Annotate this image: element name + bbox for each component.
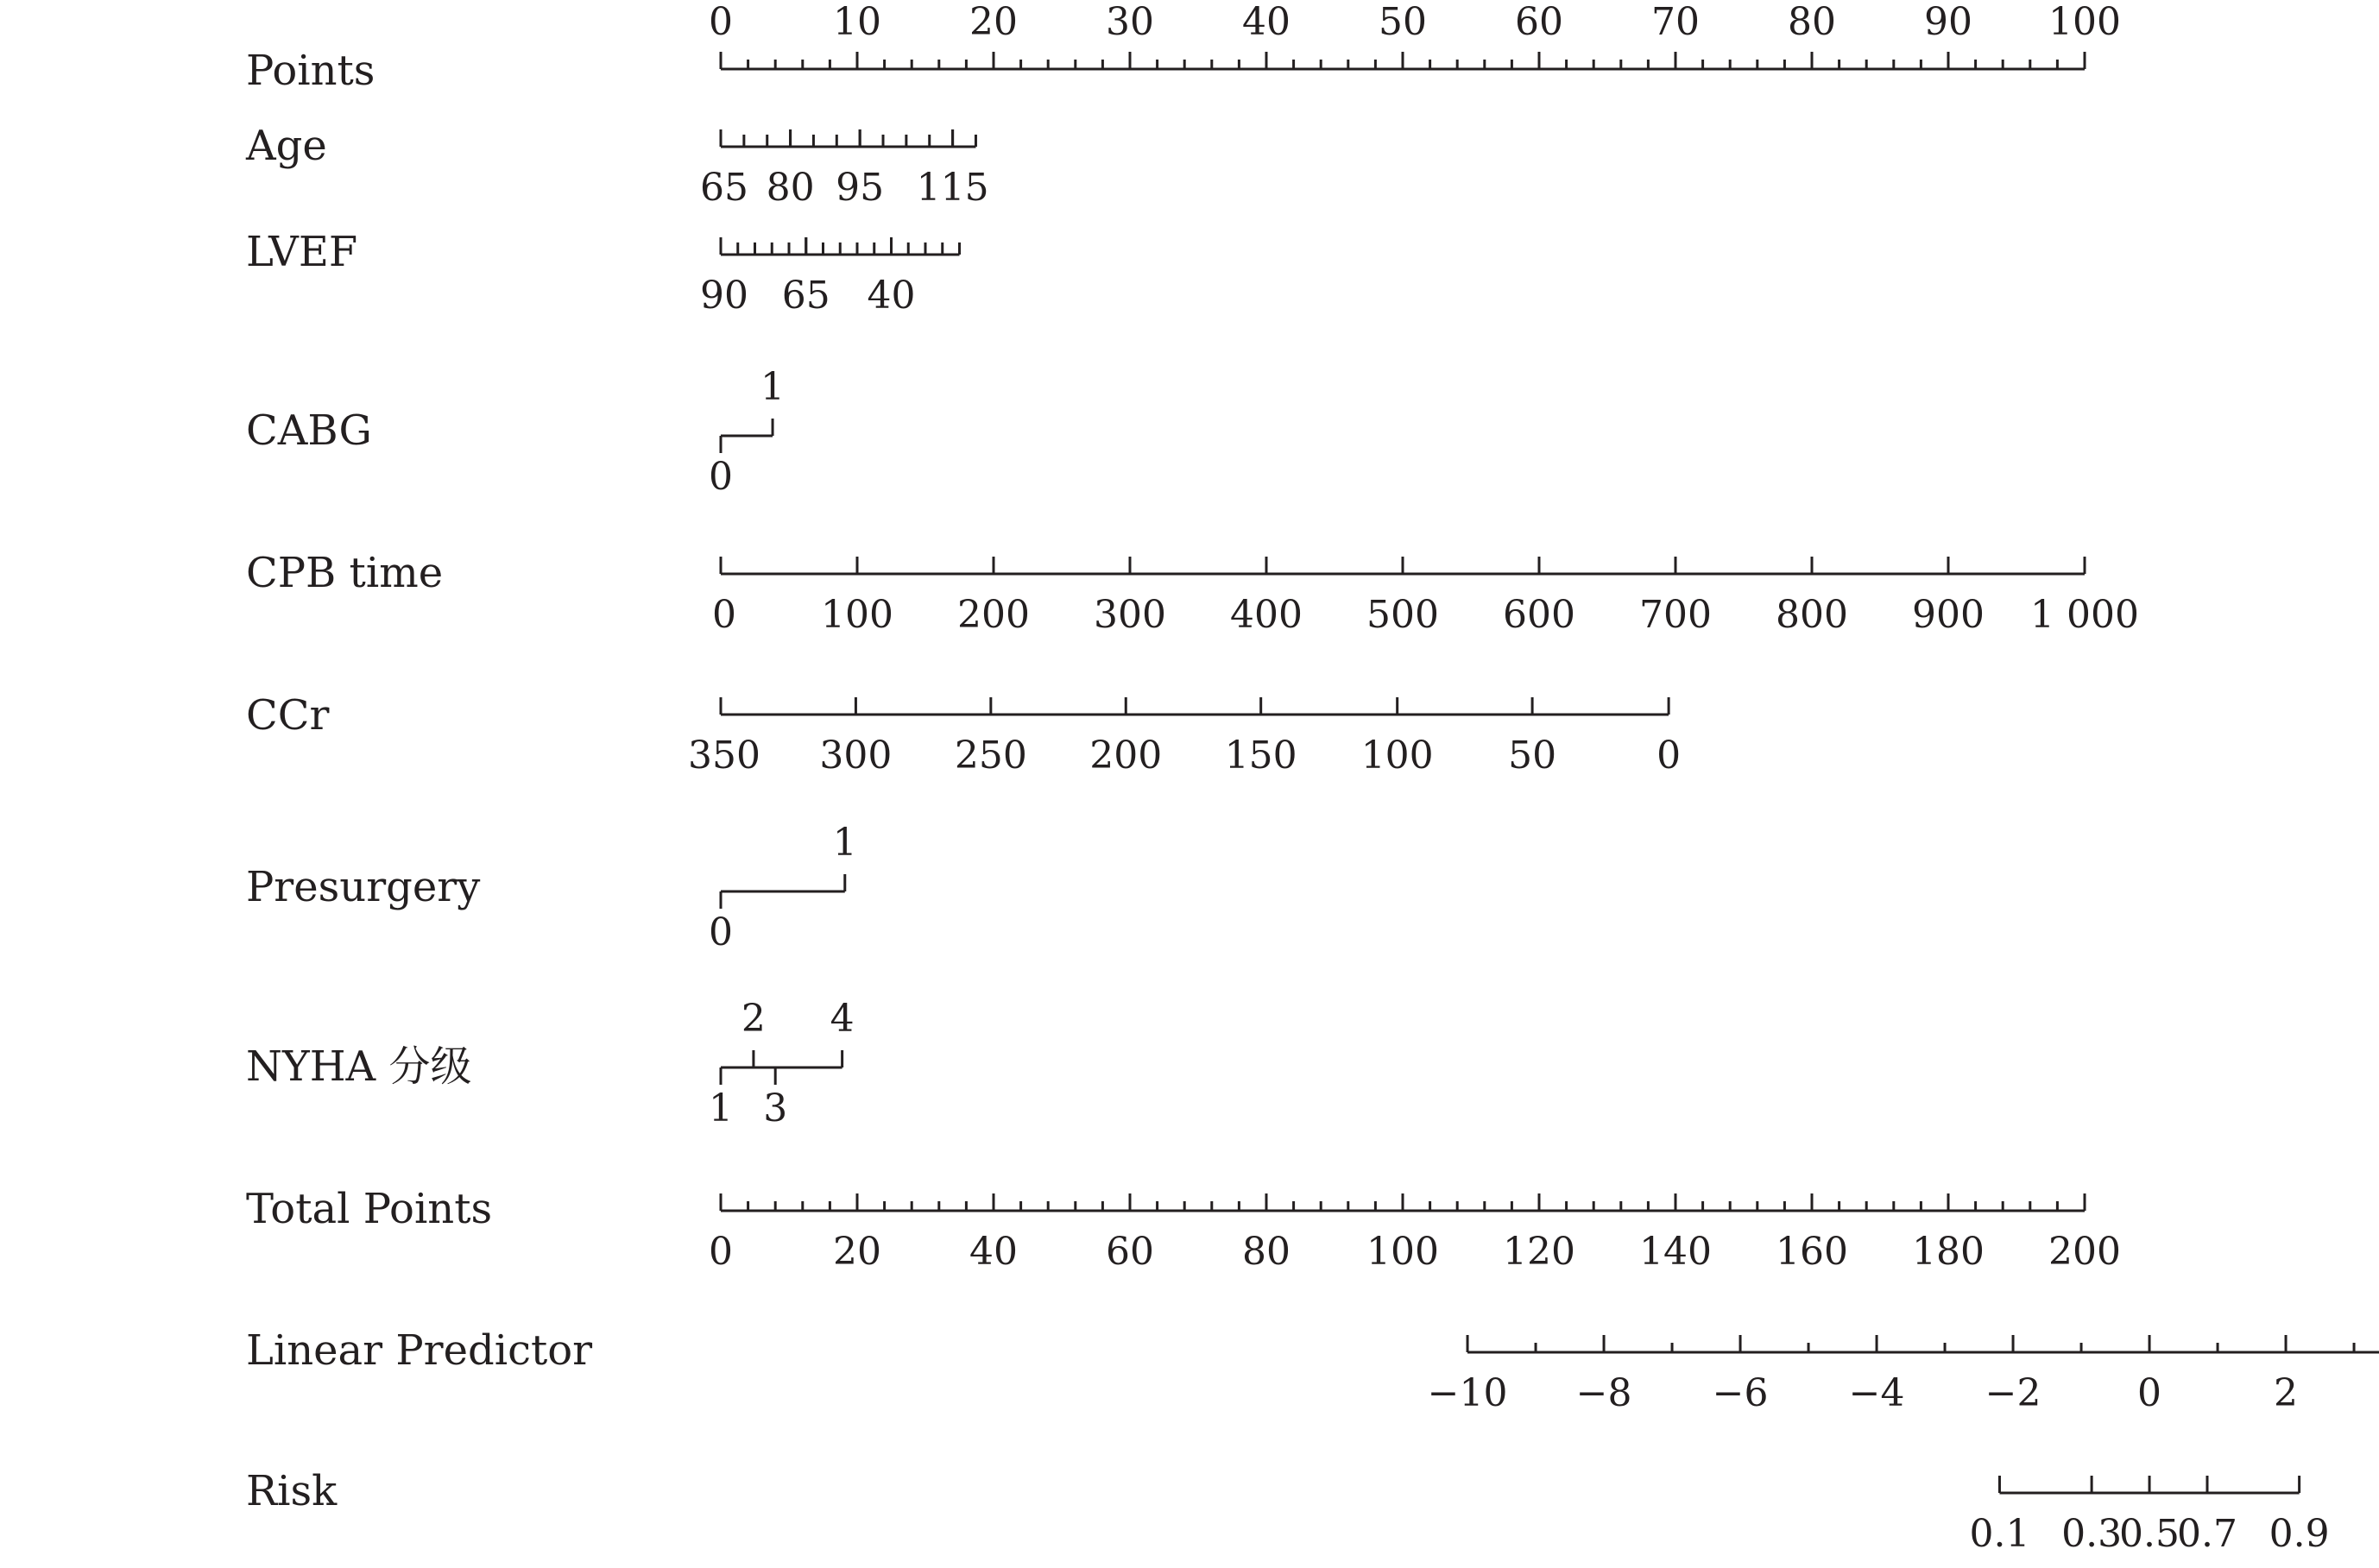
points-tick-label: 80 <box>1788 0 1836 44</box>
nyha-tick-label: 3 <box>763 1086 788 1130</box>
nyha-tick-label: 4 <box>830 997 855 1041</box>
cpb-time-tick-label: 500 <box>1366 593 1439 637</box>
total-points-row-label: Total Points <box>246 1185 493 1233</box>
cpb-time-row-label: CPB time <box>246 549 444 597</box>
linear-predictor-tick-label: 2 <box>2274 1371 2299 1415</box>
cpb-time-tick-label: 800 <box>1776 593 1848 637</box>
total-points-tick-label: 40 <box>969 1230 1018 1274</box>
presurgery-row-label: Presurgery <box>246 863 481 911</box>
linear-predictor-tick-label: −4 <box>1848 1371 1905 1415</box>
age-tick-label: 80 <box>766 166 815 210</box>
linear-predictor-tick-label: −10 <box>1427 1371 1508 1415</box>
ccr-tick-label: 350 <box>688 734 760 778</box>
total-points-tick-label: 180 <box>1912 1230 1985 1274</box>
cpb-time-tick-label: 400 <box>1230 593 1303 637</box>
ccr-tick-label: 200 <box>1089 734 1163 778</box>
points-tick-label: 20 <box>969 0 1018 44</box>
lvef-tick-label: 90 <box>700 274 748 318</box>
risk-tick-label: 0.1 <box>1969 1512 2030 1556</box>
age-tick-label: 65 <box>700 166 748 210</box>
total-points-tick-label: 200 <box>2048 1230 2121 1274</box>
total-points-tick-label: 80 <box>1242 1230 1290 1274</box>
ccr-tick-label: 150 <box>1224 734 1297 778</box>
lvef-tick-label: 40 <box>867 274 916 318</box>
linear-predictor-tick-label: −2 <box>1985 1371 2041 1415</box>
points-tick-label: 70 <box>1651 0 1700 44</box>
total-points-tick-label: 120 <box>1503 1230 1575 1274</box>
total-points-tick-label: 60 <box>1106 1230 1154 1274</box>
lvef-row-label: LVEF <box>246 228 358 276</box>
risk-row-label: Risk <box>246 1467 338 1515</box>
age-tick-label: 115 <box>916 166 989 210</box>
risk-tick-label: 0.9 <box>2269 1512 2330 1556</box>
cpb-time-tick-label: 600 <box>1503 593 1575 637</box>
ccr-tick-label: 250 <box>954 734 1027 778</box>
risk-tick-label: 0.7 <box>2176 1512 2237 1556</box>
cpb-time-tick-label: 900 <box>1912 593 1985 637</box>
total-points-tick-label: 160 <box>1776 1230 1848 1274</box>
cpb-time-tick-label: 1 000 <box>2030 593 2139 637</box>
linear-predictor-tick-label: −8 <box>1575 1371 1632 1415</box>
cabg-tick-label: 0 <box>709 455 733 499</box>
cpb-time-tick-label: 0 <box>712 593 736 637</box>
total-points-tick-label: 20 <box>833 1230 881 1274</box>
ccr-tick-label: 300 <box>819 734 893 778</box>
points-tick-label: 0 <box>709 0 733 44</box>
cpb-time-tick-label: 700 <box>1639 593 1712 637</box>
cpb-time-tick-label: 100 <box>821 593 893 637</box>
total-points-tick-label: 100 <box>1366 1230 1439 1274</box>
points-tick-label: 30 <box>1106 0 1154 44</box>
linear-predictor-tick-label: 0 <box>2137 1371 2162 1415</box>
nyha-tick-label: 1 <box>709 1086 733 1130</box>
points-tick-label: 50 <box>1379 0 1427 44</box>
cpb-time-tick-label: 200 <box>957 593 1030 637</box>
nyha-tick-label: 2 <box>741 997 766 1041</box>
points-tick-label: 10 <box>833 0 881 44</box>
risk-tick-label: 0.3 <box>2061 1512 2123 1556</box>
ccr-row-label: CCr <box>246 691 330 740</box>
age-row-label: Age <box>246 122 327 170</box>
presurgery-tick-label: 1 <box>832 821 857 865</box>
points-tick-label: 90 <box>1924 0 1972 44</box>
nyha-row-label: NYHA 分级 <box>246 1042 472 1091</box>
total-points-tick-label: 0 <box>709 1230 733 1274</box>
points-tick-label: 40 <box>1242 0 1290 44</box>
cabg-row-label: CABG <box>246 406 372 455</box>
points-tick-label: 100 <box>2048 0 2121 44</box>
presurgery-tick-label: 0 <box>709 910 733 954</box>
ccr-tick-label: 50 <box>1508 734 1557 778</box>
points-row-label: Points <box>246 47 375 95</box>
cabg-tick-label: 1 <box>760 365 786 409</box>
risk-tick-label: 0.5 <box>2119 1512 2180 1556</box>
age-tick-label: 95 <box>836 166 885 210</box>
points-tick-label: 60 <box>1515 0 1563 44</box>
lvef-tick-label: 65 <box>781 274 830 318</box>
ccr-tick-label: 0 <box>1656 734 1682 778</box>
linear-predictor-row-label: Linear Predictor <box>246 1326 593 1375</box>
total-points-tick-label: 140 <box>1639 1230 1712 1274</box>
ccr-tick-label: 100 <box>1360 734 1434 778</box>
cpb-time-tick-label: 300 <box>1094 593 1166 637</box>
linear-predictor-tick-label: −6 <box>1712 1371 1769 1415</box>
